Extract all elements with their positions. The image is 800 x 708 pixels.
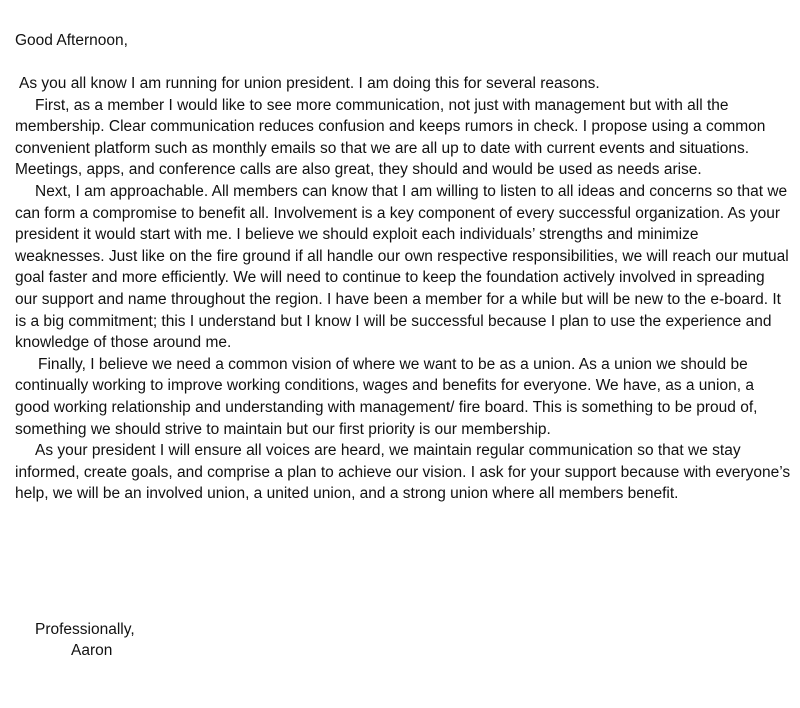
paragraph-approachable: Next, I am approachable. All members can know that I am willing to listen to all ideas and concerns so that we can form a compromise to benefit all. Involvement is a key component of every successful organization. As your president it would start with me. I believe we should exploit each individuals’ strengths and minimize weaknesses. Just like on the fire ground if all handle our own respective responsibilities, we will reach our mutual goal faster and more efficiently. We will need to continue to keep the foundation actively involved in spreading our support and name throughout the region. I have been a member for a while but will be new to the e-board. It is a big commitment; this I understand but I know I will be successful because I plan to use the experience and knowledge of those around me. (15, 182, 789, 352)
greeting: Good Afternoon, (15, 32, 128, 49)
closing: Professionally, (35, 621, 135, 638)
paragraph-intro: As you all know I am running for union president. I am doing this for several reasons. (19, 75, 600, 92)
paragraph-communication: First, as a member I would like to see more communication, not just with management but with all the membership. Clear communication reduces confusion and keeps rumors in check. I propose using a common convenient platform such as monthly emails so that we are all up to date with current events and situations. Meetings, apps, and conference calls are also great, they should and would be used as needs arise. (15, 96, 766, 179)
paragraph-vision: Finally, I believe we need a common vision of where we want to be as a union. As a union we should be continually working to improve working conditions, wages and benefits for everyone. We have, as a union, a good working relationship and understanding with management/ fire board. This is something to be proud of, something we should strive to maintain but our first priority is our membership. (15, 355, 758, 438)
paragraph-conclusion: As your president I will ensure all voices are heard, we maintain regular communication so that we stay informed, create goals, and comprise a plan to achieve our vision. I ask for your support because with everyone’s help, we will be an involved union, a united union, and a strong union where all members benefit. (15, 442, 791, 503)
signature-name: Aaron (71, 642, 113, 659)
letter-body (15, 73, 791, 505)
